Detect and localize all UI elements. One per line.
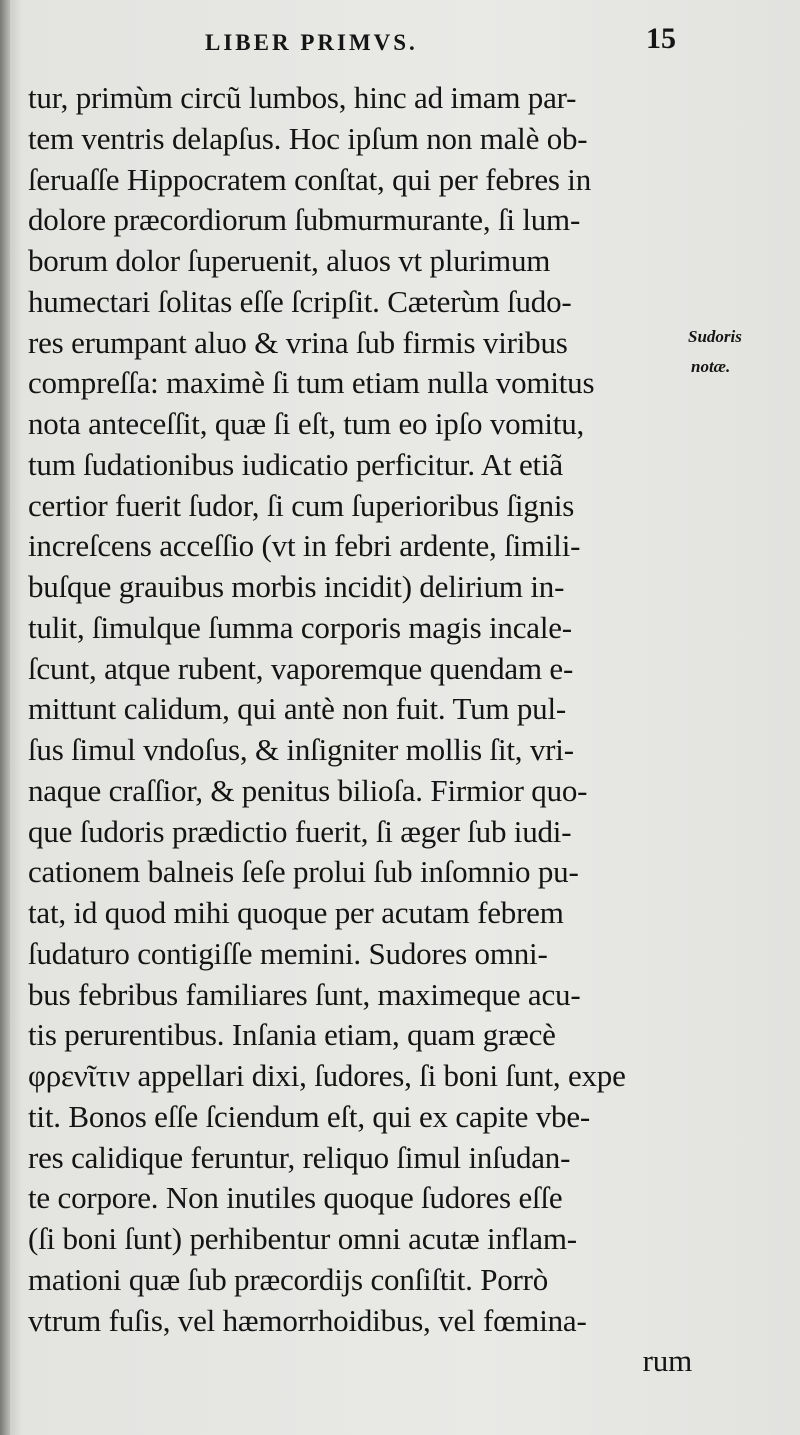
margin-note-line: Sudoris xyxy=(688,327,742,346)
text-line: nota anteceſſit, quæ ſi eſt, tum eo ipſo vomitu, xyxy=(28,406,585,441)
page-number: 15 xyxy=(646,22,676,55)
catchword: rum xyxy=(642,1343,692,1379)
text-line: φρενῖτιν appellari dixi, ſudores, ſi boni ſunt, expe xyxy=(28,1058,626,1093)
text-line: vtrum fuſis, vel hæmorrhoidibus, vel fœmina- xyxy=(28,1302,587,1338)
text-line: res erumpant aluo & vrina ſub firmis viribus xyxy=(28,324,568,360)
text-line: dolore præcordiorum ſubmurmurante, ſi lum- xyxy=(28,202,581,238)
running-title: LIBER PRIMVS. xyxy=(205,30,418,55)
text-line: naque craſſior, & penitus bilioſa. Firmior quo- xyxy=(28,772,588,808)
body-text xyxy=(28,78,692,1382)
text-line: tur, primùm circũ lumbos, hinc ad imam par- xyxy=(28,80,577,115)
text-line: mationi quæ ſub præcordijs conſiſtit. Porrò xyxy=(28,1261,549,1297)
text-line: tit. Bonos eſſe ſciendum eſt, qui ex capite vbe- xyxy=(28,1098,591,1134)
text-line: buſque grauibus morbis incidit) delirium in- xyxy=(28,569,565,604)
text-line: que ſudoris prædictio fuerit, ſi æger ſub iudi- xyxy=(28,813,572,849)
text-line: te corpore. Non inutiles quoque ſudores eſſe xyxy=(28,1180,563,1216)
margin-note-line: notæ. xyxy=(691,357,731,376)
text-line: tis perurentibus. Inſania etiam, quam græcè xyxy=(28,1017,556,1053)
text-line: ſus ſimul vndoſus, & inſigniter mollis ſit, vri- xyxy=(28,732,574,767)
text-line: ſudaturo contigiſſe memini. Sudores omni- xyxy=(28,935,548,971)
text-line: tum ſudationibus iudicatio perficitur. At etiã xyxy=(28,446,563,482)
text-line: borum dolor ſuperuenit, aluos vt plurimum xyxy=(28,243,551,278)
text-line: tem ventris delapſus. Hoc ipſum non malè ob- xyxy=(28,120,588,156)
text-line: res calidique feruntur, reliquo ſimul inſudan- xyxy=(28,1139,571,1175)
text-line: increſcens acceſſio (vt in febri ardente, ſimili- xyxy=(28,528,581,564)
text-line: certior fuerit ſudor, ſi cum ſuperioribus ſignis xyxy=(28,487,575,523)
text-line: bus febribus familiares ſunt, maximeque acu- xyxy=(28,976,581,1012)
text-line: (ſi boni ſunt) perhibentur omni acutæ inflam- xyxy=(28,1221,577,1256)
text-line: tulit, ſimulque ſumma corporis magis incale- xyxy=(28,609,572,645)
running-head xyxy=(0,22,800,66)
text-line: cationem balneis ſeſe prolui ſub inſomnio pu- xyxy=(28,854,579,890)
text-line: ſcunt, atque rubent, vaporemque quendam e- xyxy=(28,650,574,686)
text-line: ſeruaſſe Hippocratem conſtat, qui per febres in xyxy=(28,161,592,197)
margin-note xyxy=(688,322,798,382)
text-line: compreſſa: maximè ſi tum etiam nulla vomitus xyxy=(28,365,595,401)
text-line: humectari ſolitas eſſe ſcripſit. Cæterùm ſudo- xyxy=(28,283,572,319)
text-line: tat, id quod mihi quoque per acutam febrem xyxy=(28,895,564,930)
text-line: mittunt calidum, qui antè non fuit. Tum pul- xyxy=(28,691,566,727)
